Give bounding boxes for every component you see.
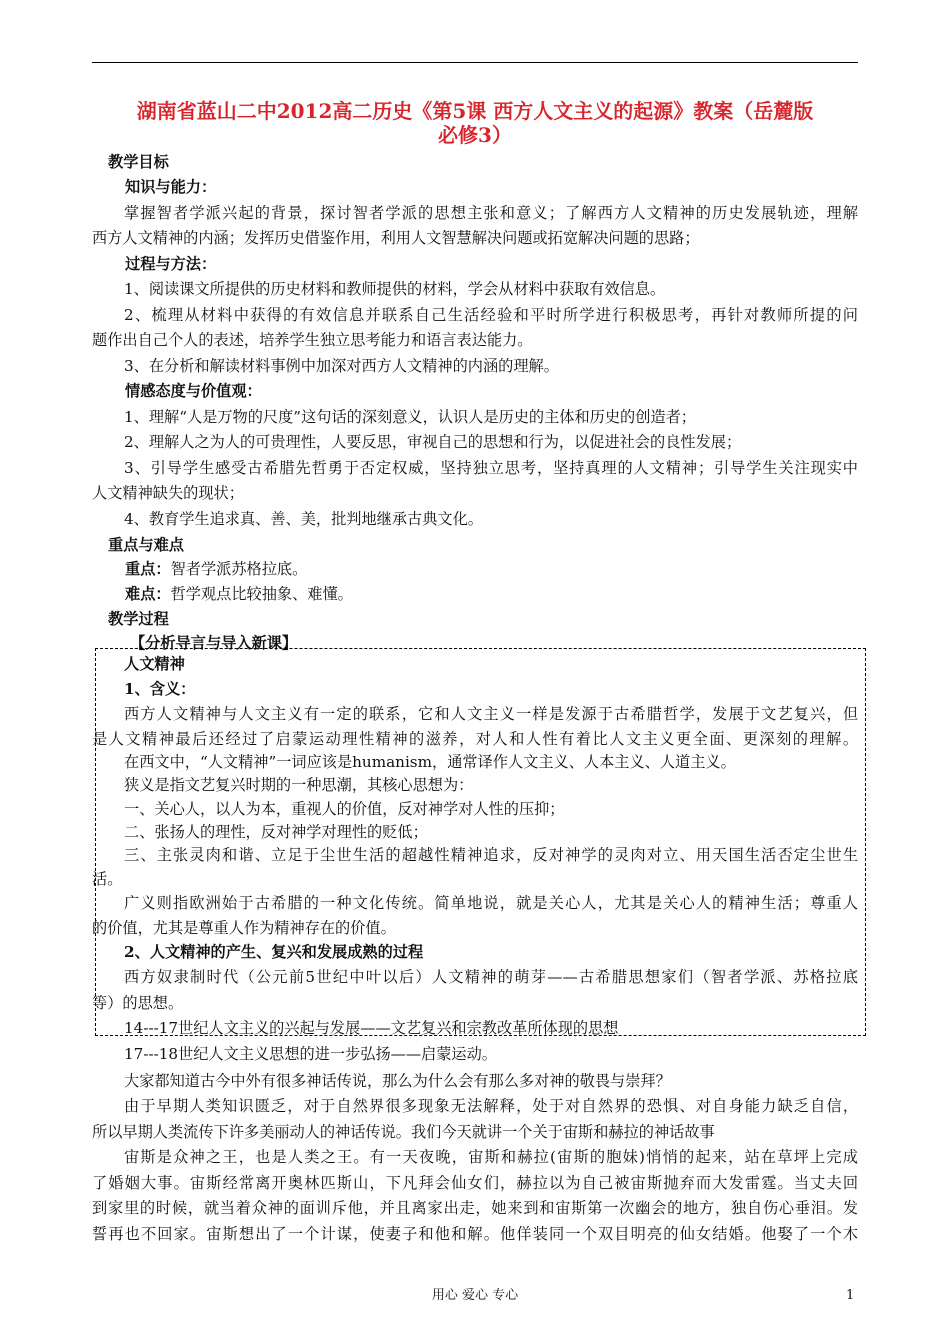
emotion-item-4: 4、教育学生追求真、善、美，批判地继承古典文化。 — [124, 510, 483, 528]
box-heading: 人文精神 — [124, 655, 185, 673]
box-paragraph-7: 17---18世纪人文主义思想的进一步弘扬——启蒙运动。 — [124, 1045, 497, 1063]
paragraph-3b: 了婚姻大事。宙斯经常离开奥林匹斯山，下凡拜会仙女们，赫拉以为自己被宙斯抛弃而大发雷霆。当丈夫回 — [92, 1174, 858, 1192]
box-paragraph-4a: 广义则指欧洲始于古希腊的一种文化传统。简单地说，就是关心人，尤其是关心人的精神生活；尊重人 — [124, 894, 858, 912]
intro-heading: 【分析导言与导入新课】 — [130, 634, 298, 652]
emotion-item-1: 1、理解“人是万物的尺度”这句话的深刻意义，认识人是历史的主体和历史的创造者； — [124, 408, 696, 426]
process-item-2a: 2、梳理从材料中获得的有效信息并联系自己生活经验和平时所学进行积极思考，再针对教师所提的问 — [124, 306, 858, 324]
box-point-3a: 三、主张灵肉和谐、立足于尘世生活的超越性精神追求，反对神学的灵肉对立、用天国生活否定尘世生 — [124, 846, 858, 864]
paragraph-3a: 宙斯是众神之王，也是人类之王。有一天夜晚，宙斯和赫拉(宙斯的胞妹)悄悄的起来，站在草坪上完成 — [124, 1148, 858, 1166]
box-paragraph-2: 在西文中，“人文精神”一词应该是humanism，通常译作人文主义、人本主义、人道主义。 — [124, 753, 736, 771]
emotion-item-2: 2、理解人之为人的可贵理性，人要反思，审视自己的思想和行为，以促进社会的良性发展； — [124, 433, 742, 451]
knowledge-text-2: 西方人文精神的内涵；发挥历史借鉴作用，利用人文智慧解决问题或拓宽解决问题的思路； — [92, 229, 700, 247]
header-rule — [92, 62, 858, 63]
box-point-3b: 活。 — [92, 870, 123, 888]
emotion-item-3b: 人文精神缺失的现状； — [92, 484, 244, 502]
paragraph-2b: 所以早期人类流传下许多美丽动人的神话传说。我们今天就讲一个关于宙斯和赫拉的神话故事 — [92, 1123, 715, 1141]
box-point-1: 一、关心人，以人为本，重视人的价值，反对神学对人性的压抑； — [124, 800, 565, 818]
process-heading: 过程与方法： — [125, 255, 217, 273]
emotion-heading: 情感态度与价值观： — [125, 382, 262, 400]
box-paragraph-3: 狭义是指文艺复兴时期的一种思潮，其核心思想为： — [124, 776, 474, 794]
process-item-3: 3、在分析和解读材料事例中加深对西方人文精神的内涵的理解。 — [124, 357, 559, 375]
question-1: 大家都知道古今中外有很多神话传说，那么为什么会有那么多对神的敬畏与崇拜？ — [124, 1072, 671, 1090]
box-paragraph-4b: 的价值，尤其是尊重人作为精神存在的价值。 — [92, 919, 396, 937]
knowledge-text-1: 掌握智者学派兴起的背景，探讨智者学派的思想主张和意义；了解西方人文精神的历史发展轨迹，理解 — [124, 204, 858, 222]
goals-heading: 教学目标 — [108, 153, 169, 171]
box-subheading-meaning: 1、含义： — [124, 680, 196, 698]
keypoints-heading: 重点与难点 — [108, 536, 184, 554]
knowledge-heading: 知识与能力： — [125, 178, 217, 196]
box-paragraph-1b: 是人文精神最后还经过了启蒙运动理性精神的滋养，对人和人性有着比人文主义更全面、更深刻的理解。 — [92, 730, 858, 748]
page-number: 1 — [846, 1288, 855, 1303]
key-point — [125, 559, 307, 579]
footer-motto: 用心 爱心 专心 — [431, 1288, 519, 1303]
paragraph-3c: 到家里的时候，就当着众神的面训斥他，并且离家出走，她来到和宙斯第一次幽会的地方，独自伤心垂泪。发 — [92, 1199, 858, 1217]
box-paragraph-1a: 西方人文精神与人文主义有一定的联系，它和人文主义一样是发源于古希腊哲学，发展于文艺复兴，但 — [124, 705, 858, 723]
difficulty-point — [125, 584, 353, 604]
title-line-1: 湖南省蓝山二中2012高二历史《第5课 西方人文主义的起源》教案（岳麓版 — [136, 99, 814, 123]
process-item-1: 1、阅读课文所提供的历史材料和教师提供的材料，学会从材料中获取有效信息。 — [124, 280, 666, 298]
document-title — [92, 99, 858, 147]
box-paragraph-5a: 西方奴隶制时代（公元前5世纪中叶以后）人文精神的萌芽——古希腊思想家们（智者学派、苏格拉底 — [124, 968, 858, 986]
paragraph-2a: 由于早期人类知识匮乏，对于自然界很多现象无法解释，处于对自然界的恐惧、对自身能力缺乏自信， — [124, 1097, 858, 1115]
difficulty-label: 难点： — [125, 585, 171, 603]
teaching-process-heading: 教学过程 — [108, 610, 169, 628]
box-paragraph-6: 14---17世纪人文主义的兴起与发展——文艺复兴和宗教改革所体现的思想 — [124, 1019, 619, 1037]
key-label: 重点： — [125, 560, 171, 578]
emotion-item-3a: 3、引导学生感受古希腊先哲勇于否定权威，坚持独立思考，坚持真理的人文精神；引导学生关注现实中 — [124, 459, 858, 477]
box-subheading-history: 2、人文精神的产生、复兴和发展成熟的过程 — [124, 943, 424, 961]
title-line-2: 必修3） — [438, 123, 512, 147]
key-text: 智者学派苏格拉底。 — [170, 560, 308, 578]
box-point-2: 二、张扬人的理性，反对神学对理性的贬低； — [124, 823, 428, 841]
box-paragraph-5b: 等）的思想。 — [92, 994, 184, 1012]
paragraph-3d: 誓再也不回家。宙斯想出了一个计谋，使妻子和他和解。他佯装同一个双目明亮的仙女结婚。他娶了一个木 — [92, 1225, 858, 1243]
difficulty-text: 哲学观点比较抽象、难懂。 — [170, 585, 353, 603]
process-item-2b: 题作出自己个人的表述，培养学生独立思考能力和语言表达能力。 — [92, 331, 533, 349]
